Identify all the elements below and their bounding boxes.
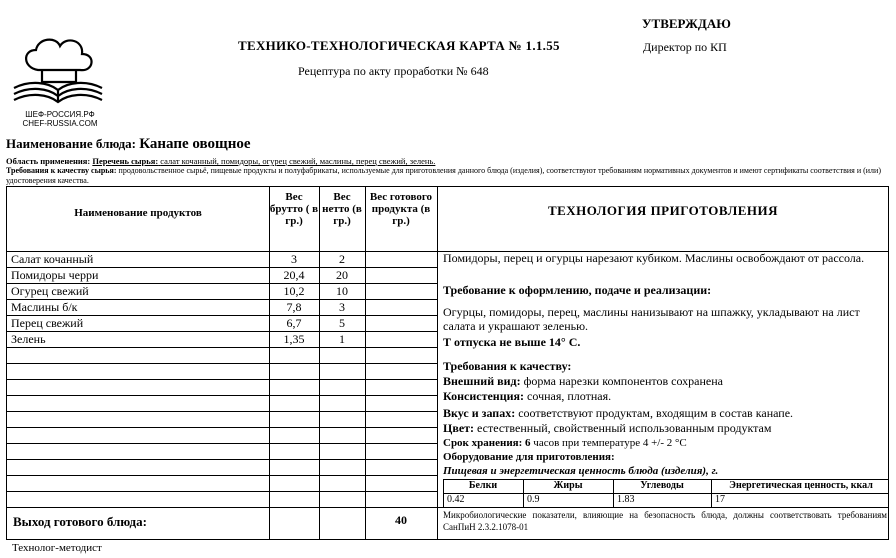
raw-label: Перечень сырья: <box>92 156 159 166</box>
row-name: Перец свежий <box>11 316 84 330</box>
card-title: ТЕХНИКО-ТЕХНОЛОГИЧЕСКАЯ КАРТА № 1.1.55 <box>238 38 560 53</box>
footer-signature: Технолог-методист <box>12 542 102 554</box>
nut-value-protein: 0.42 <box>447 494 465 505</box>
raw-quality <box>6 166 884 185</box>
serve-title <box>443 283 889 297</box>
quality-taste <box>443 406 889 420</box>
quality-title-text: Требования к качеству: <box>443 359 572 373</box>
row-divider <box>7 331 437 332</box>
row-name: Маслины б/к <box>11 300 78 314</box>
dish-label: Наименование блюда: <box>6 136 136 151</box>
raw-value: салат кочанный, помидоры, огурец свежий, маслины, перец свежий, зелень. <box>160 156 436 166</box>
header-gross: Вес брутто ( в гр.) <box>269 191 319 227</box>
taste-label: Вкус и запах: <box>443 406 516 420</box>
quality-look <box>443 374 889 388</box>
header-product: Наименование продуктов <box>74 207 202 219</box>
director-label: Директор по КП <box>643 40 727 54</box>
row-name: Зелень <box>11 332 46 346</box>
row-divider <box>7 395 437 396</box>
row-net: 1 <box>339 332 345 346</box>
row-divider <box>7 459 437 460</box>
nut-divider <box>711 479 712 507</box>
equipment-text: Оборудование для приготовления: <box>443 451 615 463</box>
area-line <box>6 156 435 166</box>
card-subtitle: Рецептура по акту проработки № 648 <box>298 64 489 78</box>
storage-num: 6 <box>525 437 531 449</box>
color-label: Цвет: <box>443 421 475 435</box>
row-divider <box>7 475 437 476</box>
nut-value-fat: 0.9 <box>527 494 540 505</box>
row-net: 20 <box>336 268 348 282</box>
row-divider <box>7 507 437 508</box>
taste-text: соответствуют продуктам, входящим в состав канапе. <box>518 406 794 420</box>
serve-temp-text: Т отпуска не выше 14° С. <box>443 335 581 349</box>
logo-line-ru: ШЕФ-РОССИЯ.РФ <box>25 110 95 119</box>
row-gross: 6,7 <box>286 316 302 330</box>
row-name: Помидоры черри <box>11 268 99 282</box>
row-divider <box>7 427 437 428</box>
nut-header-energy: Энергетическая ценность, ккал <box>729 480 873 491</box>
look-label: Внешний вид: <box>443 374 521 388</box>
row-divider <box>7 347 437 348</box>
quality-title <box>443 359 889 373</box>
nut-value-energy: 17 <box>715 494 725 505</box>
logo-line-en: CHEF-RUSSIA.COM <box>22 119 98 128</box>
area-label: Область применения: <box>6 156 91 166</box>
row-gross: 3 <box>291 252 297 266</box>
consist-label: Консистенция: <box>443 389 525 403</box>
energy-title <box>443 464 889 478</box>
output-label: Выход готового блюда: <box>13 514 147 529</box>
header-finished: Вес готового продукта (в гр.) <box>369 191 433 227</box>
recipe-table <box>6 186 889 540</box>
row-gross: 20,4 <box>283 268 305 282</box>
tech-serve: Огурцы, помидоры, перец, маслины нанизывают на шпажку, укладывают на лист салата и украшают зеленью. <box>443 305 860 333</box>
row-name: Огурец свежий <box>11 284 89 298</box>
raw-quality-label: Требования к качеству сырья: <box>6 166 117 175</box>
logo-caption <box>20 110 100 128</box>
row-divider <box>7 491 437 492</box>
raw-list <box>92 156 435 166</box>
row-divider <box>7 443 437 444</box>
row-net: 10 <box>336 284 348 298</box>
nut-header-protein: Белки <box>468 480 498 491</box>
row-net: 2 <box>339 252 345 266</box>
dish-name: Канапе овощное <box>139 136 251 152</box>
row-divider <box>7 411 437 412</box>
micro-requirements: Микробиологические показатели, влияющие на безопасность блюда, должны соответствовать требованиям СанПиН 2.3.2.1078-01 <box>443 510 887 532</box>
storage-label: Срок хранения: <box>443 437 523 449</box>
serve-temp <box>443 335 889 349</box>
nut-value-carbs: 1.83 <box>617 494 635 505</box>
row-gross: 10,2 <box>283 284 305 298</box>
look-text: форма нарезки компонентов сохранена <box>523 374 724 388</box>
nutrition-bottom <box>437 507 889 508</box>
row-gross: 1,35 <box>283 332 305 346</box>
nut-header-fat: Жиры <box>553 480 583 491</box>
col-divider <box>437 187 438 539</box>
tech-prep: Помидоры, перец и огурцы нарезают кубиком. Маслины освобождают от рассола. <box>443 251 865 265</box>
row-name: Салат кочанный <box>11 252 94 266</box>
quality-color <box>443 421 889 435</box>
dish-line <box>6 136 251 153</box>
nut-header-carbs: Углеводы <box>640 480 684 491</box>
storage-text: часов при температуре 4 +/- 2 °С <box>533 437 687 449</box>
energy-title-text: Пищевая и энергетическая ценность блюда (изделия), г. <box>443 465 719 477</box>
approve-label: УТВЕРЖДАЮ <box>642 16 731 31</box>
serve-title-text: Требование к оформлению, подаче и реализации: <box>443 283 712 297</box>
storage-line <box>443 436 889 450</box>
quality-consistency <box>443 389 889 403</box>
color-text: естественный, свойственный использованным продуктам <box>477 421 772 435</box>
row-net: 3 <box>339 300 345 314</box>
output-value: 40 <box>395 513 407 527</box>
row-net: 5 <box>339 316 345 330</box>
row-divider <box>7 363 437 364</box>
header-net: Вес нетто (в гр.) <box>322 191 362 227</box>
consist-text: сочная, плотная. <box>527 389 612 403</box>
equipment-line <box>443 450 889 464</box>
row-gross: 7,8 <box>286 300 302 314</box>
nutrition-mid <box>443 493 889 494</box>
tech-header: ТЕХНОЛОГИЯ ПРИГОТОВЛЕНИЯ <box>547 203 779 218</box>
raw-quality-text: продовольственное сырьё, пищевые продукты и полуфабрикаты, используемые для приготовления данного блюда (изделия), соответствуют требованиям нормативных документов и имеют сертификаты соответствия и (или) удостоверения качества. <box>6 166 881 185</box>
row-divider <box>7 379 437 380</box>
